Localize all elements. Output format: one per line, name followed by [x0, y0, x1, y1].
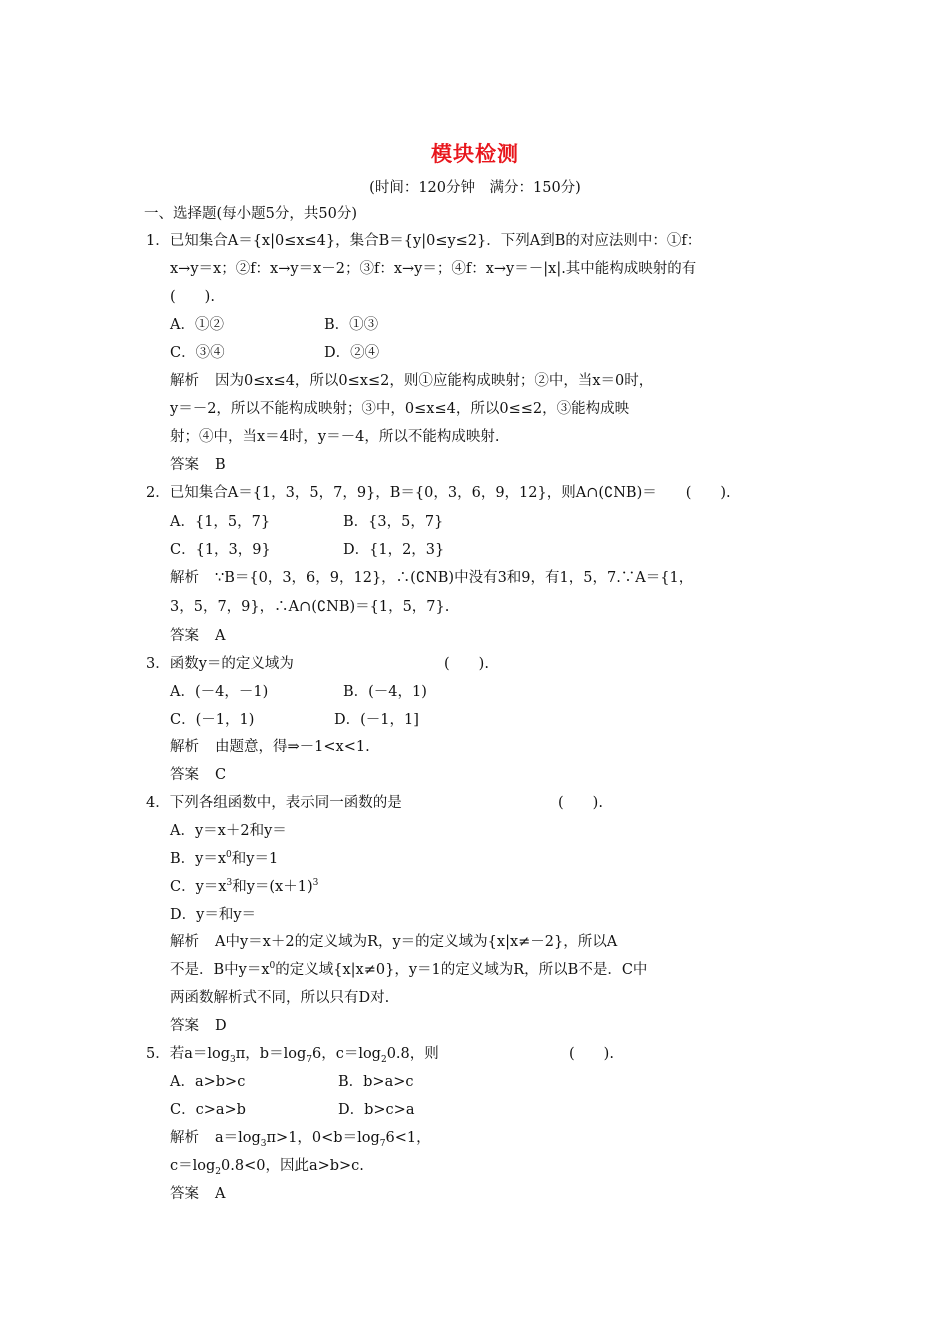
solution-tag: 解析 — [170, 1130, 199, 1146]
q1-line-3: ( ). — [170, 289, 215, 305]
q4-option-d: D．y＝和y＝ — [170, 907, 257, 923]
q3-answer: 答案 C — [170, 767, 227, 783]
q4-answer-paren: ( ). — [558, 795, 603, 811]
q3-answer-paren: ( ). — [444, 656, 489, 672]
q2-solution-line-1: 解析 ∵B＝{0，3，6，9，12}，∴(∁NB)中没有3和9，有1，5，7.∵A＝{1， — [170, 570, 694, 586]
answer-tag: 答案 — [170, 628, 199, 644]
q1-option-c: C．③④ — [170, 345, 225, 361]
q5-answer-paren: ( ). — [569, 1046, 614, 1062]
q3-option-b: B．(－4，1) — [343, 684, 427, 700]
q2-line-1: 2．已知集合A＝{1，3，5，7，9}，B＝{0，3，6，9，12}，则A∩(∁NB)＝ ( ). — [146, 485, 731, 501]
q2-solution-line-2: 3，5，7，9}，∴A∩(∁NB)＝{1，5，7}. — [170, 599, 450, 615]
q4-option-a: A．y＝x＋2和y＝ — [170, 823, 287, 839]
q4-option-c: C．$y=x^3$和$y=(x+1)^3$ — [170, 878, 319, 895]
q1-answer: 答案 B — [170, 457, 226, 473]
q3-option-a: A．(－4，－1) — [170, 684, 269, 700]
answer-tag: 答案 — [170, 1186, 199, 1202]
page-title: 模块检测 — [431, 142, 519, 166]
q5-solution-line-2: $c=\log_20.8<0$，因此a>b>c. — [170, 1158, 364, 1177]
page-subtitle: (时间：120分钟 满分：150分) — [369, 180, 581, 196]
q5-option-c: C．c>a>b — [170, 1102, 246, 1118]
q3-line-1: 3．函数y＝的定义域为 — [146, 656, 294, 672]
q1-solution-line-2: y＝－2，所以不能构成映射；③中，0≤x≤4，所以0≤≤2，③能构成映 — [170, 401, 630, 417]
q5-answer: 答案 A — [170, 1186, 226, 1202]
solution-tag: 解析 — [170, 373, 199, 389]
q2-option-d: D．{1，2，3} — [343, 542, 445, 558]
q5-line-1: 5．若$a=\log_3\pi$，$b=\log_76$，$c=\log_20.8$，则 — [146, 1046, 439, 1065]
q2-option-c: C．{1，3，9} — [170, 542, 271, 558]
section-heading: 一、选择题(每小题5分，共50分) — [144, 206, 357, 222]
q4-solution-line-1: 解析 A中y＝x＋2的定义域为R，y＝的定义域为{x|x≠－2}，所以A — [170, 934, 618, 950]
q2-option-a: A．{1，5，7} — [170, 514, 271, 530]
solution-tag: 解析 — [170, 934, 199, 950]
q3-option-c: C．(－1，1) — [170, 712, 255, 728]
q1-line-1: 1．已知集合A＝{x|0≤x≤4}，集合B＝{y|0≤y≤2}．下列A到B的对应法则中：①f： — [146, 233, 702, 249]
answer-tag: 答案 — [170, 1018, 199, 1034]
q2-option-b: B．{3，5，7} — [343, 514, 444, 530]
q3-option-d: D．(－1，1] — [334, 712, 419, 728]
q4-line-1: 4．下列各组函数中，表示同一函数的是 — [146, 795, 402, 811]
q1-line-2: x→y＝x；②f：x→y＝x－2；③f：x→y＝；④f：x→y＝－|x|.其中能构成映射的有 — [170, 261, 697, 277]
q3-solution-line-1: 解析 由题意，得⇒－1<x<1. — [170, 739, 370, 755]
solution-tag: 解析 — [170, 570, 199, 586]
q4-option-b: B．$y=x^0$和y＝1 — [170, 850, 279, 867]
q1-option-b: B．①③ — [324, 317, 379, 333]
q5-option-a: A．a>b>c — [170, 1074, 246, 1090]
q1-option-d: D．②④ — [324, 345, 380, 361]
q2-answer: 答案 A — [170, 628, 226, 644]
solution-tag: 解析 — [170, 739, 199, 755]
answer-tag: 答案 — [170, 767, 199, 783]
answer-tag: 答案 — [170, 457, 199, 473]
q1-option-a: A．①② — [170, 317, 224, 333]
q5-solution-line-1: 解析 $a=\log_3\pi>1$，$0<b=\log_76<1$， — [170, 1130, 431, 1149]
q5-option-b: B．b>a>c — [338, 1074, 414, 1090]
q4-solution-line-2: 不是．B中$y=x^0$的定义域{x|x≠0}，y＝1的定义域为R，所以B不是．C中 — [170, 961, 648, 978]
q1-solution-line-3: 射；④中，当x＝4时，y＝－4，所以不能构成映射. — [170, 429, 500, 445]
q4-solution-line-3: 两函数解析式不同，所以只有D对. — [170, 990, 390, 1006]
q1-solution-line-1: 解析 因为0≤x≤4，所以0≤x≤2，则①应能构成映射；②中，当x＝0时， — [170, 373, 654, 389]
q5-option-d: D．b>c>a — [338, 1102, 415, 1118]
q4-answer: 答案 D — [170, 1018, 227, 1034]
